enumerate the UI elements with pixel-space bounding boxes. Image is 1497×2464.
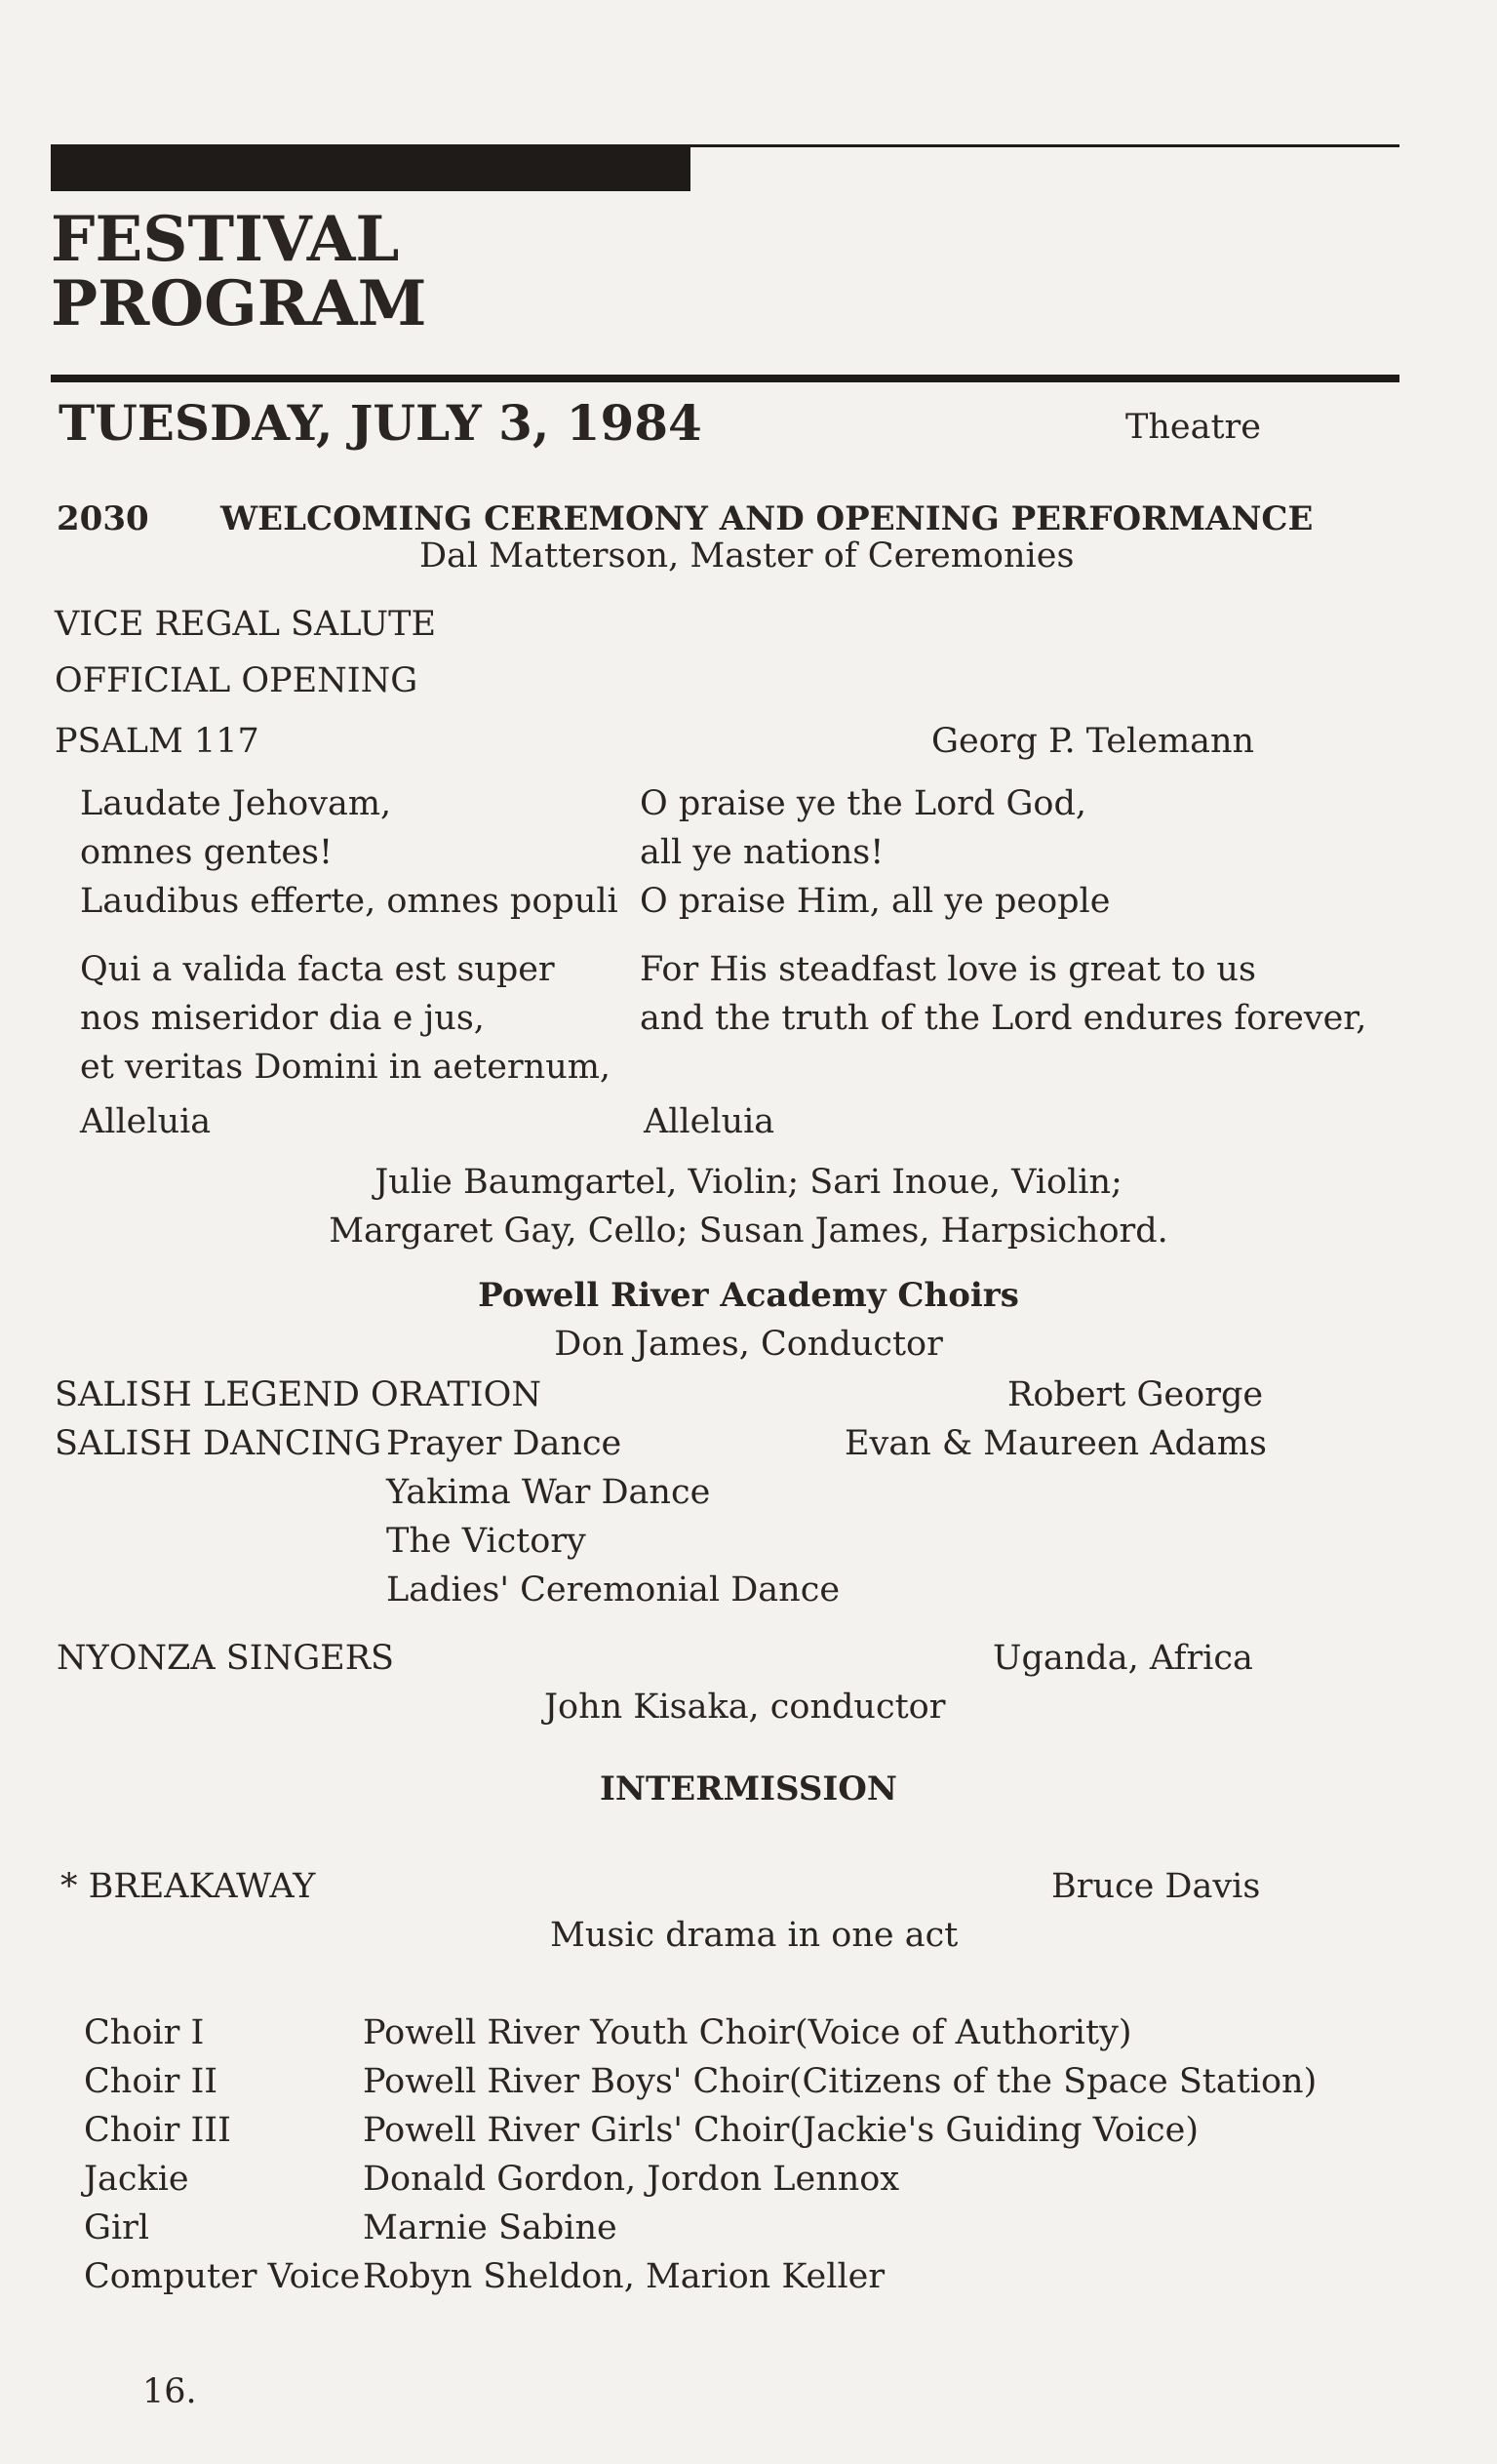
official-opening: OFFICIAL OPENING — [55, 661, 418, 700]
latin-line: nos miseridor dia e jus, — [80, 999, 485, 1038]
nyonza-conductor: John Kisaka, conductor — [544, 1688, 946, 1727]
breakaway-title: * BREAKAWAY — [60, 1867, 316, 1906]
vice-regal-salute: VICE REGAL SALUTE — [55, 605, 437, 644]
dance-item: Yakima War Dance — [386, 1473, 711, 1512]
choir-conductor: Don James, Conductor — [554, 1325, 943, 1364]
cast-role: Jackie — [84, 2160, 189, 2199]
latin-line: Qui a valida facta est super — [80, 950, 555, 989]
nyonza-origin: Uganda, Africa — [993, 1639, 1253, 1678]
performers-line1: Julie Baumgartel, Violin; Sari Inoue, Violin; — [374, 1163, 1123, 1202]
psalm-composer: Georg P. Telemann — [931, 722, 1255, 761]
latin-line: Alleluia — [80, 1102, 212, 1141]
salish-dancing: SALISH DANCING — [55, 1424, 382, 1463]
cast-role: Girl — [84, 2208, 150, 2247]
cast-performer: Powell River Youth Choir(Voice of Authority) — [363, 2013, 1132, 2052]
cast-role: Choir I — [84, 2013, 205, 2052]
breakaway-composer: Bruce Davis — [1051, 1867, 1261, 1906]
salish-dancing-by: Evan & Maureen Adams — [845, 1424, 1267, 1463]
english-line: all ye nations! — [640, 833, 885, 872]
cast-role: Choir III — [84, 2111, 231, 2150]
choir-name: Powell River Academy Choirs — [478, 1276, 1019, 1315]
cast-role: Choir II — [84, 2062, 218, 2101]
latin-line: et veritas Domini in aeternum, — [80, 1048, 611, 1087]
header-thin-rule — [689, 144, 1399, 147]
latin-line: omnes gentes! — [80, 833, 334, 872]
cast-performer: Powell River Boys' Choir(Citizens of the Space Station) — [363, 2062, 1318, 2101]
dance-item: Prayer Dance — [386, 1424, 622, 1463]
cast-performer: Powell River Girls' Choir(Jackie's Guiding Voice) — [363, 2111, 1200, 2150]
psalm-title: PSALM 117 — [55, 722, 259, 761]
event-title: WELCOMING CEREMONY AND OPENING PERFORMANCE — [220, 499, 1314, 538]
cast-performer: Marnie Sabine — [363, 2208, 617, 2247]
english-line: and the truth of the Lord endures forever, — [640, 999, 1367, 1038]
cast-performer: Robyn Sheldon, Marion Keller — [363, 2257, 886, 2296]
cast-performer: Donald Gordon, Jordon Lennox — [363, 2160, 900, 2199]
breakaway-description: Music drama in one act — [550, 1916, 959, 1955]
english-line: Alleluia — [644, 1102, 775, 1141]
english-line: O praise ye the Lord God, — [640, 784, 1087, 823]
intermission: INTERMISSION — [600, 1769, 897, 1808]
english-line: For His steadfast love is great to us — [640, 950, 1256, 989]
performers-line2: Margaret Gay, Cello; Susan James, Harpsichord. — [329, 1212, 1168, 1251]
salish-oration: SALISH LEGEND ORATION — [55, 1375, 541, 1414]
program-date: TUESDAY, JULY 3, 1984 — [59, 394, 702, 452]
dance-item: Ladies' Ceremonial Dance — [386, 1570, 841, 1610]
page-number: 16. — [142, 2372, 197, 2411]
nyonza-name: NYONZA SINGERS — [57, 1639, 395, 1678]
english-line: O praise Him, all ye people — [640, 882, 1111, 921]
venue: Theatre — [1125, 408, 1261, 447]
title-line1: FESTIVAL — [51, 203, 400, 276]
latin-line: Laudate Jehovam, — [80, 784, 392, 823]
title-line2: PROGRAM — [51, 267, 427, 340]
salish-oration-by: Robert George — [1007, 1375, 1264, 1414]
event-subtitle: Dal Matterson, Master of Ceremonies — [419, 537, 1075, 576]
latin-line: Laudibus efferte, omnes populi — [80, 882, 618, 921]
header-thick-bar — [51, 144, 690, 191]
cast-role: Computer Voice — [84, 2257, 361, 2296]
event-time: 2030 — [57, 499, 149, 538]
dance-item: The Victory — [386, 1522, 586, 1561]
date-rule — [51, 375, 1399, 382]
